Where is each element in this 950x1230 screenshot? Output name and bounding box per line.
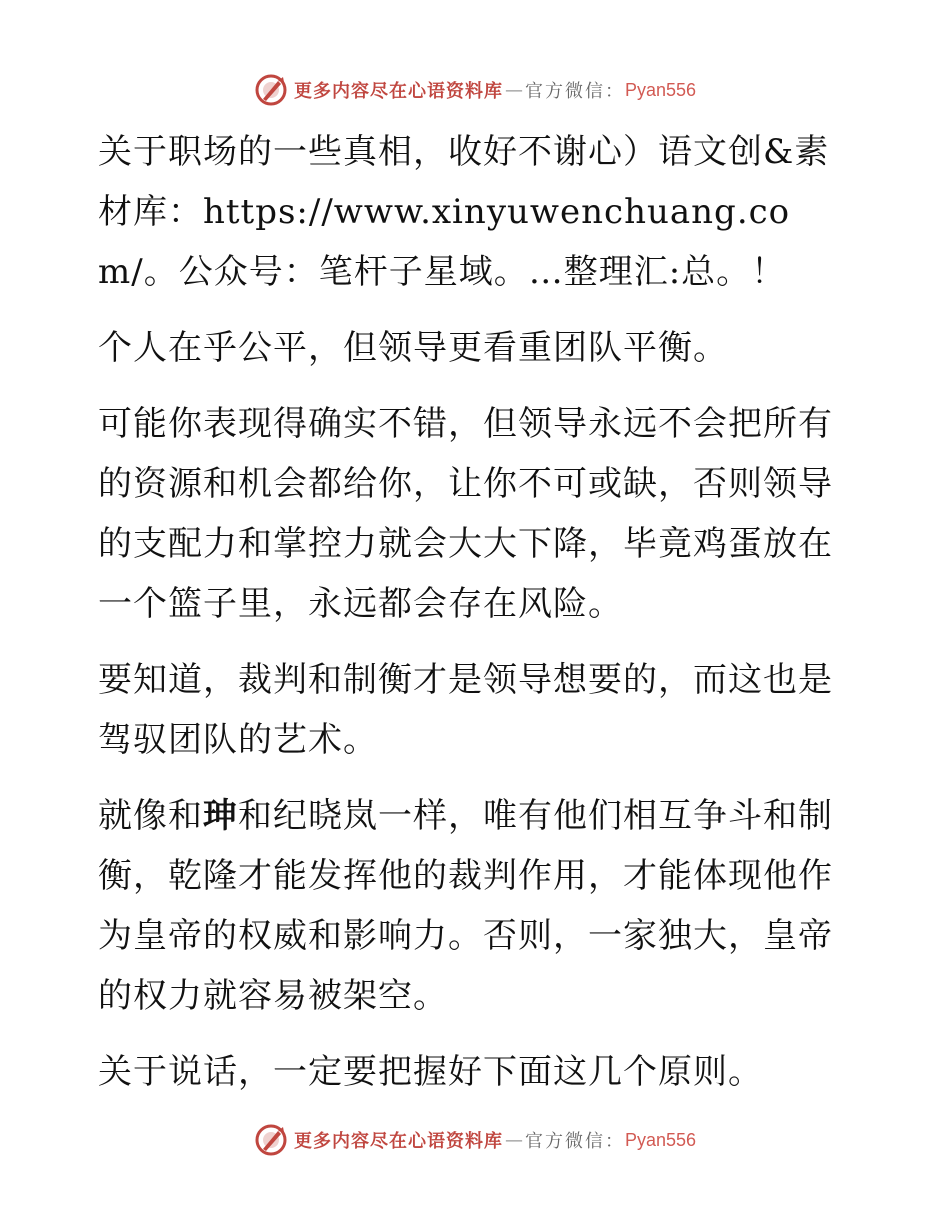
paragraph-example-post: 和纪晓岚一样，唯有他们相互争斗和制衡，乾隆才能发挥他的裁判作用，才能体现他作为皇帝的权威和影响力。否则，一家独大，皇帝的权力就容易被架空。 <box>98 796 833 1016</box>
quill-logo-icon <box>254 73 288 107</box>
banner-wechat-id: Pyan556 <box>624 79 697 100</box>
paragraph-balance: 要知道，裁判和制衡才是领导想要的，而这也是驾驭团队的艺术。 <box>98 660 833 760</box>
paragraph-example-bold: 珅 <box>203 796 238 836</box>
paragraph-resources: 可能你表现得确实不错，但领导永远不会把所有的资源和机会都给你，让你不可或缺，否则领导的支配力和掌控力就会大大下降，毕竟鸡蛋放在一个篮子里，永远都会存在风险。 <box>98 404 833 624</box>
quill-logo-icon <box>254 1123 288 1157</box>
banner-dash: — <box>504 79 523 101</box>
paragraph-example <box>98 786 858 1026</box>
banner-wechat-id: Pyan556 <box>624 1129 697 1150</box>
header-banner <box>0 70 950 110</box>
paragraph-speaking: 关于说话，一定要把握好下面这几个原则。 <box>98 1052 763 1092</box>
banner-title: 更多内容尽在心语资料库 <box>293 81 503 102</box>
banner-wechat-label: 官方微信： <box>524 81 625 102</box>
document-body <box>98 122 858 1118</box>
banner-title: 更多内容尽在心语资料库 <box>293 1131 503 1152</box>
paragraph-fairness: 个人在乎公平，但领导更看重团队平衡。 <box>98 328 728 368</box>
paragraph-example-pre: 就像和 <box>98 796 203 836</box>
banner-wechat-label: 官方微信： <box>524 1131 625 1152</box>
footer-banner <box>0 1120 950 1160</box>
banner-dash: — <box>504 1129 523 1151</box>
paragraph-intro: 关于职场的一些真相，收好不谢心）语文创&素材库：https://www.xinyuwenchuang.com/。公众号：笔杆子星域。…整理汇:总。！ <box>98 132 830 292</box>
